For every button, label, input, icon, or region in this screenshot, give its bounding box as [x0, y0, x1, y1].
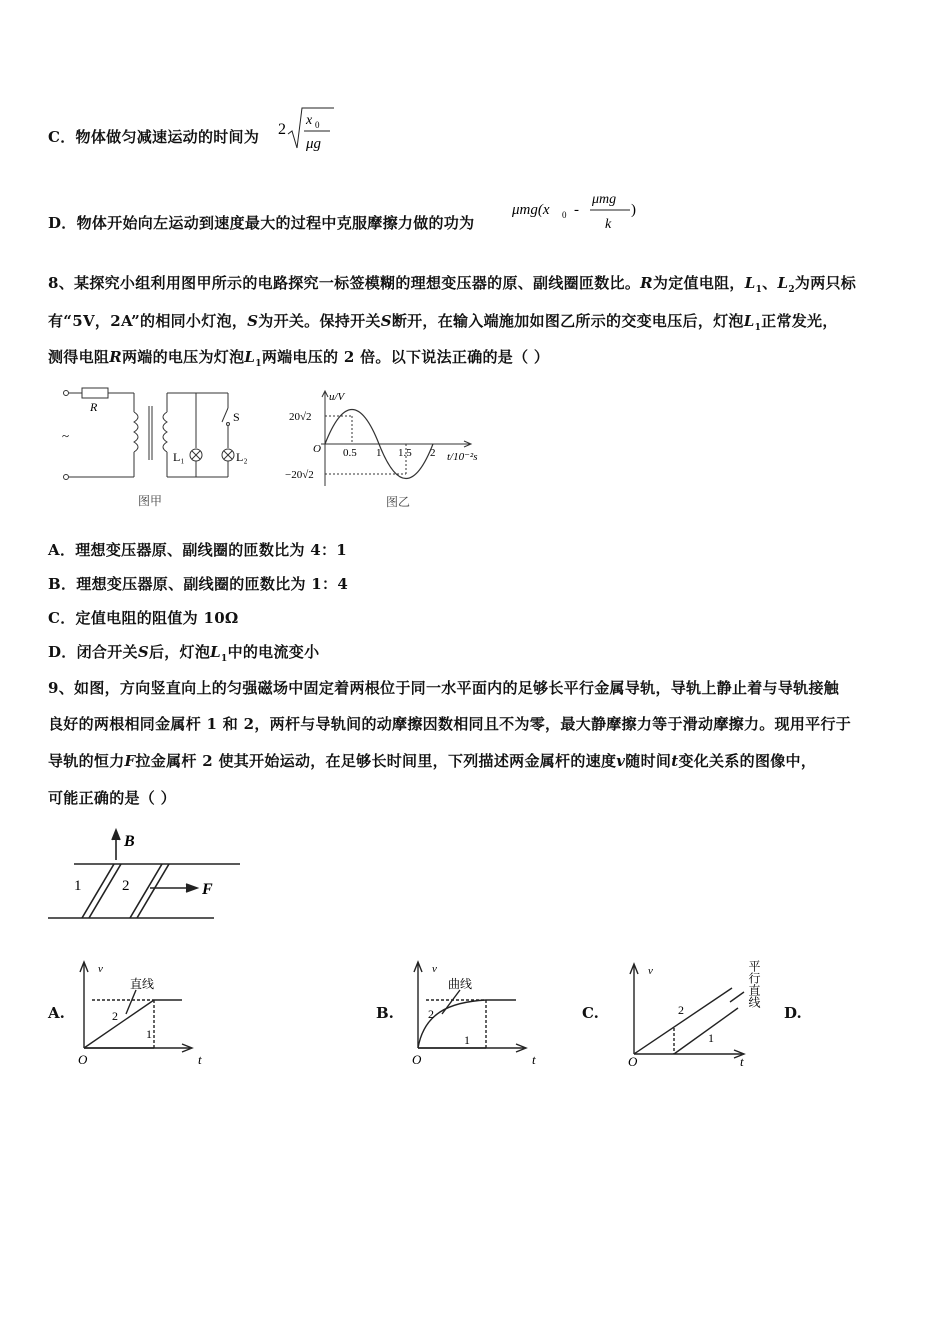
q8-stem-line1 [48, 272, 856, 295]
text: 为定值电阻， [652, 274, 745, 292]
text: 后，灯泡 [148, 643, 211, 661]
curve-2-label: 2 [678, 1003, 684, 1017]
curve-1-label: 1 [146, 1027, 152, 1041]
formula-den: k [605, 217, 612, 232]
formula-minus: - [574, 202, 579, 218]
var-S: S [247, 312, 259, 330]
q9-option-c-graph [622, 956, 782, 1068]
formula-sub: 0 [562, 210, 567, 220]
q9-option-b-label: B. [376, 1004, 394, 1022]
lamp-l2-label: L₂ [236, 450, 248, 464]
annotation: 平行直线 [747, 960, 761, 1008]
curve-1-label: 1 [464, 1033, 470, 1047]
text: 随时间 [625, 752, 672, 770]
text: 为开关。保持开关 [258, 312, 381, 330]
var-t: t [671, 752, 679, 770]
resistor-label: R [90, 400, 98, 414]
text: 为两只标 [794, 274, 857, 292]
y-tick-top: 20√2 [289, 411, 312, 423]
text: 变化关系的图像中， [678, 752, 817, 770]
q7-option-d [48, 212, 474, 233]
text: 可能正确的是（ ） [48, 789, 176, 807]
y-axis-label: u/V [329, 391, 345, 403]
q8-option-c [48, 607, 239, 628]
var-L: L [210, 643, 222, 661]
q8-stem-line3 [48, 346, 549, 369]
text: 断开，在输入端施加如图乙所示的交变电压后，灯泡 [391, 312, 744, 330]
text: C．定值电阻的阻值为 10Ω [48, 609, 239, 627]
curve-2-label: 2 [112, 1009, 118, 1023]
q9-option-d-label: D. [784, 1004, 802, 1022]
field-b-label: B [124, 833, 135, 850]
figure-caption: 图乙 [386, 495, 411, 509]
x-tick: 0.5 [343, 447, 357, 459]
text: 两端电压的 2 倍。以下说法正确的是（ ） [261, 348, 550, 366]
text: 拉金属杆 2 使其开始运动，在足够长时间里，下列描述两金属杆的速度 [135, 752, 617, 770]
text: 正常发光， [761, 312, 838, 330]
var-R: R [640, 274, 653, 292]
text: 导轨的恒力 [48, 752, 125, 770]
text: D．闭合开关 [48, 643, 138, 661]
sub: 1 [255, 359, 262, 369]
q7-option-c-text: C．物体做匀减速运动的时间为 [48, 128, 260, 146]
rod-2-label: 2 [122, 878, 130, 894]
formula-coef: 2 [278, 121, 286, 138]
var-S: S [380, 312, 392, 330]
var-F: F [124, 752, 136, 770]
text: 8、某探究小组利用图甲所示的电路探究一标签模糊的理想变压器的原、副线圈匝数比。 [48, 274, 641, 292]
force-f-label: F [202, 881, 213, 898]
var-R: R [109, 348, 122, 366]
q8-voltage-figure [285, 386, 500, 512]
q9-option-a-label: A. [48, 1004, 65, 1022]
formula-den: μg [306, 136, 322, 152]
text: 有“5V，2A”的相同小灯泡， [48, 312, 248, 330]
q9-stem-line2 [48, 713, 851, 734]
q9-stem-line3 [48, 750, 816, 771]
text: B．理想变压器原、副线圈的匝数比为 1：4 [48, 575, 349, 593]
formula-prefix: μmg(x [512, 202, 550, 218]
y-tick-bottom: −20√2 [285, 469, 314, 481]
v-axis-label: v [648, 965, 653, 977]
lamp-l1-label: L₁ [173, 450, 185, 464]
q9-option-a-graph [74, 958, 214, 1068]
v-axis-label: v [432, 963, 437, 975]
origin-label: O [412, 1052, 422, 1067]
x-tick: 1.5 [398, 447, 412, 459]
text: 测得电阻 [48, 348, 110, 366]
sub: 2 [788, 285, 795, 295]
q9-rails-figure [44, 822, 244, 926]
q8-circuit-figure [58, 382, 268, 512]
q9-option-b-graph [408, 958, 548, 1068]
q8-option-a [48, 539, 347, 560]
q9-stem-line1 [48, 677, 839, 698]
q7-option-d-text: D．物体开始向左运动到速度最大的过程中克服摩擦力做的功为 [48, 214, 475, 232]
x-tick: 2 [430, 447, 436, 459]
text: 良好的两根相同金属杆 1 和 2，两杆与导轨间的动摩擦因数相同且不为零，最大静摩擦力等于滑动摩擦力。现用平行于 [48, 715, 852, 733]
q9-option-c-label: C. [582, 1004, 599, 1022]
rod-1-label: 1 [74, 878, 82, 894]
text: A．理想变压器原、副线圈的匝数比为 4：1 [48, 541, 348, 559]
x-axis-label: t/10⁻²s [447, 451, 478, 463]
t-axis-label: t [532, 1052, 536, 1067]
x-tick: 1 [376, 447, 382, 459]
formula-num-sub: 0 [315, 120, 320, 130]
var-L: L [244, 348, 256, 366]
curve-1-label: 1 [708, 1031, 714, 1045]
annotation: 直线 [130, 977, 155, 991]
q7-option-c [48, 126, 259, 147]
annotation: 曲线 [448, 977, 473, 991]
figure-caption: 图甲 [138, 494, 163, 508]
q9-stem-line4 [48, 787, 176, 808]
text: 两端的电压为灯泡 [121, 348, 245, 366]
var-v: v [616, 752, 626, 770]
t-axis-label: t [740, 1054, 744, 1068]
formula-num: x [306, 113, 313, 128]
q7-option-d-formula [512, 188, 644, 234]
formula-close: ) [631, 202, 636, 218]
text: 9、如图，方向竖直向上的匀强磁场中固定着两根位于同一水平面内的足够长平行金属导轨，导轨上静止着与导轨接触 [48, 679, 840, 697]
q8-option-d [48, 641, 319, 664]
text: 、 [762, 274, 778, 292]
ac-source-symbol: ~ [62, 428, 70, 443]
q7-option-c-formula [278, 104, 338, 154]
switch-label: S [233, 410, 240, 424]
var-L: L [744, 274, 756, 292]
v-axis-label: v [98, 963, 103, 975]
sub: 1 [221, 654, 228, 664]
q8-option-b [48, 573, 348, 594]
curve-2-label: 2 [428, 1007, 434, 1021]
var-L: L [777, 274, 789, 292]
origin-label: O [628, 1054, 638, 1068]
var-L: L [743, 312, 755, 330]
sub: 1 [755, 285, 763, 295]
sub: 1 [754, 323, 762, 333]
q8-stem-line2 [48, 310, 838, 333]
var-S: S [137, 643, 149, 661]
text: 中的电流变小 [227, 643, 320, 661]
origin-label: O [313, 443, 321, 455]
formula-num: μmg [592, 192, 617, 207]
origin-label: O [78, 1052, 88, 1067]
t-axis-label: t [198, 1052, 202, 1067]
